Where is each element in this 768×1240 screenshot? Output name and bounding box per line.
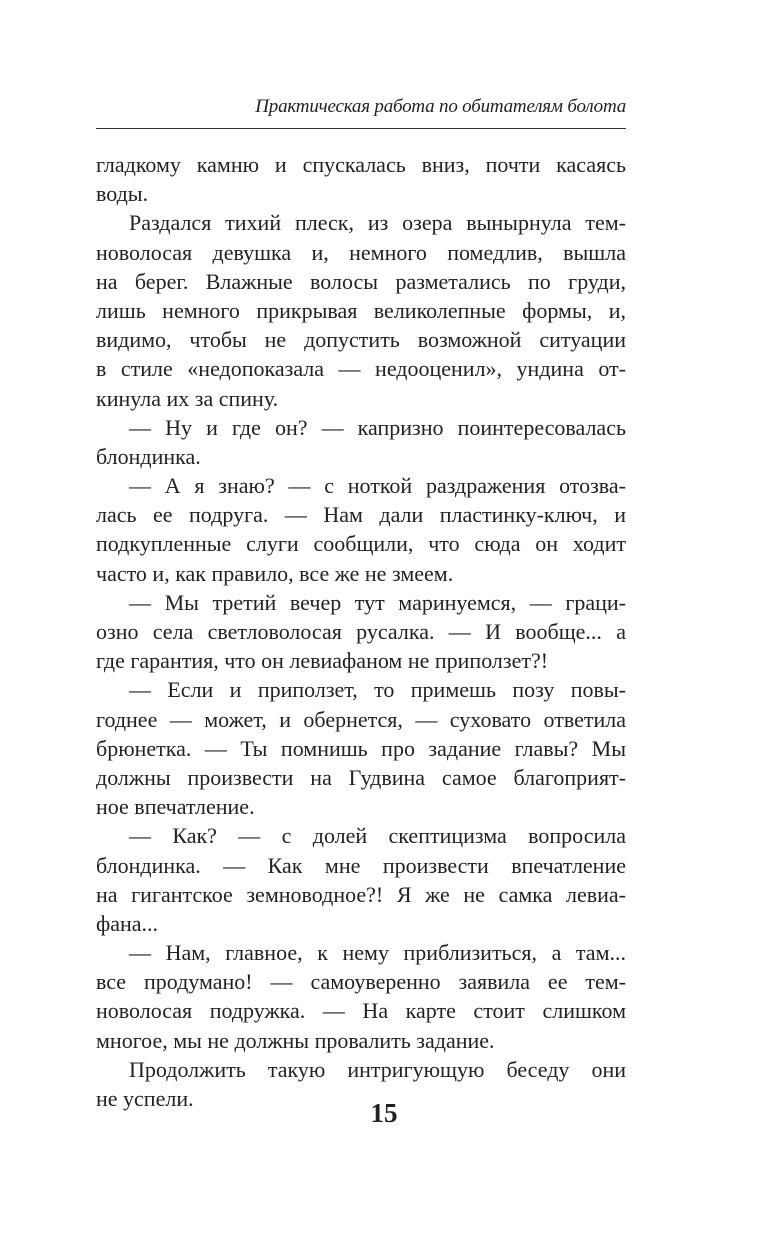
- text-line: видимо, чтобы не допустить возможной ситуации: [96, 327, 626, 353]
- text-line: озно села светловолосая русалка. — И вообще... а: [96, 619, 626, 644]
- text-line: Продолжить такую интригующую беседу они: [129, 1056, 626, 1082]
- text-line: часто и, как правило, все же не змеем.: [96, 560, 454, 586]
- text-line: — Мы третий вечер тут маринуемся, — граци-: [129, 589, 626, 615]
- page-number: 15: [370, 1098, 398, 1128]
- text-line: — А я знаю? — с ноткой раздражения отозва-: [129, 473, 626, 499]
- body-text: [96, 150, 626, 1113]
- text-line: многое, мы не должны провалить задание.: [96, 1027, 495, 1053]
- text-line: блондинка.: [96, 443, 201, 469]
- text-line: ное впечатление.: [96, 794, 255, 820]
- text-line: где гарантия, что он левиафаном не приползет?!: [96, 648, 549, 674]
- text-line: в стиле «недопоказала — недооценил», ундина от-: [96, 356, 626, 382]
- text-line: новолосая девушка и, немного помедлив, вышла: [96, 239, 626, 265]
- text-line: новолосая подружка. — На карте стоит слишком: [96, 998, 626, 1024]
- text-line: годнее — может, и обернется, — суховато ответила: [96, 706, 626, 732]
- text-line: — Если и приползет, то примешь позу повы-: [129, 677, 626, 703]
- text-line: блондинка. — Как мне произвести впечатление: [96, 852, 626, 878]
- text-line: не успели.: [96, 1086, 194, 1111]
- text-line: на берег. Влажные волосы разметались по груди,: [96, 268, 626, 294]
- text-line: — Ну и где он? — капризно поинтересовалась: [129, 414, 626, 440]
- text-line: воды.: [96, 181, 149, 207]
- header-rule: [96, 128, 626, 129]
- text-line: лишь немного прикрывая великолепные формы, и,: [96, 297, 626, 323]
- text-line: на гигантское земноводное?! Я же не самка левиа-: [96, 881, 626, 907]
- text-line: кинула их за спину.: [96, 385, 279, 411]
- text-line: брюнетка. — Ты помнишь про задание главы? Мы: [96, 735, 626, 761]
- text-line: Раздался тихий плеск, из озера вынырнула тем-: [129, 210, 626, 236]
- text-line: лась ее подруга. — Нам дали пластинку-ключ, и: [96, 502, 626, 528]
- text-line: фана...: [96, 910, 159, 936]
- text-line: — Как? — с долей скептицизма вопросила: [129, 823, 626, 849]
- text-line: подкупленные слуги сообщили, что сюда он ходит: [96, 531, 626, 557]
- running-head: Практическая работа по обитателям болота: [255, 96, 626, 117]
- text-line: все продумано! — самоуверенно заявила ее тем-: [96, 969, 626, 995]
- text-line: — Нам, главное, к нему приблизиться, а там...: [129, 940, 626, 966]
- text-line: должны произвести на Гудвина самое благоприят-: [96, 764, 626, 790]
- text-line: гладкому камню и спускалась вниз, почти касаясь: [96, 152, 626, 177]
